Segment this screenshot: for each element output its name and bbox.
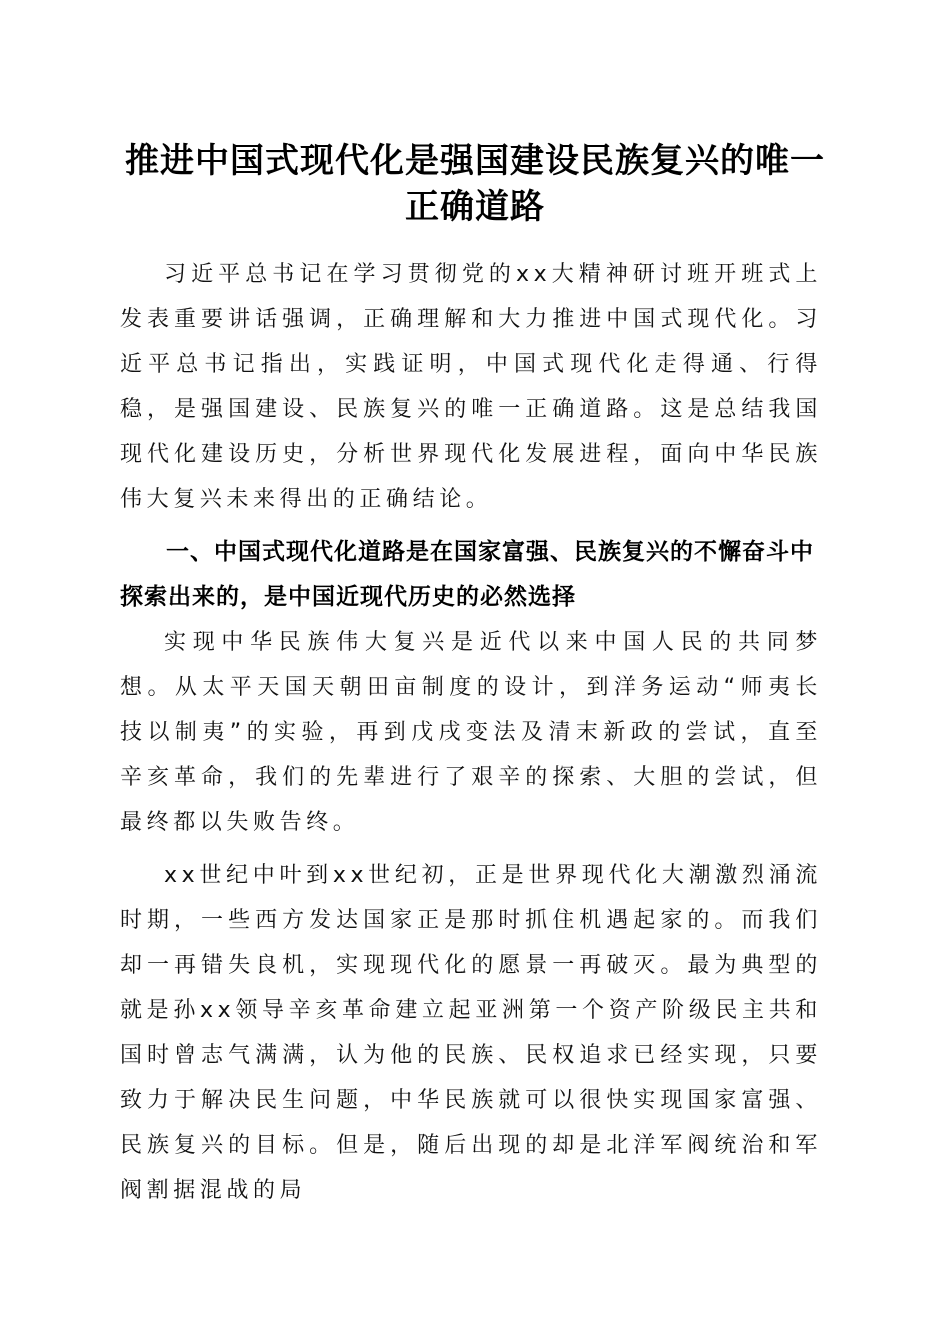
title-line-1: 推进中国式现代化是强国建设民族复兴的唯一 [125, 141, 825, 181]
paragraph-intro: 习近平总书记在学习贯彻党的xx大精神研讨班开班式上发表重要讲话强调，正确理解和大力推进中国式现代化。习近平总书记指出，实践证明，中国式现代化走得通、行得稳，是强国建设、民族复兴的唯一正确道路。这是总结我国现代化建设历史，分析世界现代化发展进程，面向中华民族伟大复兴未来得出的正确结论。 [120, 262, 822, 512]
title-line-2: 正确道路 [405, 187, 545, 227]
paragraph-history-exploration: 实现中华民族伟大复兴是近代以来中国人民的共同梦想。从太平天国天朝田亩制度的设计，到洋务运动“师夷长技以制夷”的实验，再到戊戌变法及清末新政的尝试，直至辛亥革命，我们的先辈进行了艰辛的探索、大胆的尝试，但最终都以失败告终。 [120, 630, 822, 835]
document-body [120, 252, 822, 1213]
document-title [100, 138, 850, 230]
section-heading-1: 一、中国式现代化道路是在国家富强、民族复兴的不懈奋斗中探索出来的，是中国近现代历史的必然选择 [120, 539, 814, 610]
paragraph-missed-opportunities: xx世纪中叶到xx世纪初，正是世界现代化大潮激烈涌流时期，一些西方发达国家正是那时抓住机遇起家的。而我们却一再错失良机，实现现代化的愿景一再破灭。最为典型的就是孙xx领导辛亥革命建立起亚洲第一个资产阶级民主共和国时曾志气满满，认为他的民族、民权追求已经实现，只要致力于解决民生问题，中华民族就可以很快实现国家富强、民族复兴的目标。但是，随后出现的却是北洋军阀统治和军阀割据混战的局 [120, 863, 822, 1203]
